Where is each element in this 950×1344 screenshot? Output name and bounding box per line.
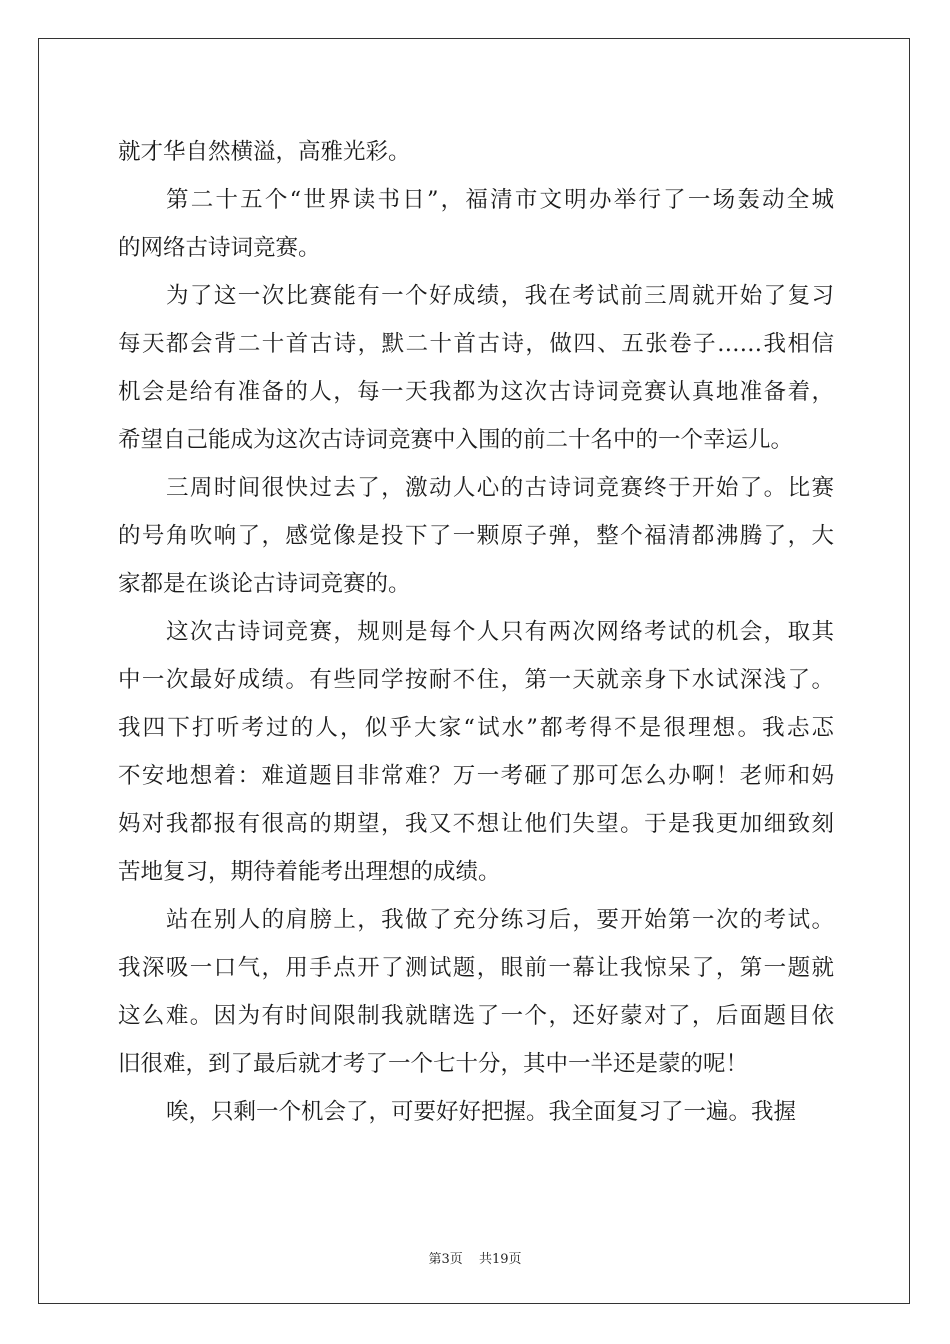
text-line: 的网络古诗词竞赛。 — [118, 235, 321, 261]
document-body — [118, 128, 834, 1136]
text-line: 这次古诗词竞赛，规则是每个人只有两次网络考试的机会，取其 — [166, 619, 834, 645]
text-line: 中一次最好成绩。有些同学按耐不住，第一天就亲身下水试深浅了。 — [118, 667, 834, 693]
text-line: 我四下打听考过的人，似乎大家“试水”都考得不是很理想。我忐忑 — [118, 715, 834, 741]
text-line: 妈对我都报有很高的期望，我又不想让他们失望。于是我更加细致刻 — [118, 811, 834, 837]
text-line: 站在别人的肩膀上，我做了充分练习后，要开始第一次的考试。 — [166, 907, 834, 933]
text-line: 我深吸一口气，用手点开了测试题，眼前一幕让我惊呆了，第一题就 — [118, 955, 834, 981]
text-line: 唉，只剩一个机会了，可要好好把握。我全面复习了一遍。我握 — [166, 1099, 797, 1125]
page-number: 第3页 — [428, 1252, 463, 1267]
text-line: 为了这一次比赛能有一个好成绩，我在考试前三周就开始了复习 — [166, 283, 834, 309]
text-line: 家都是在谈论古诗词竞赛的。 — [118, 571, 411, 597]
text-line: 不安地想着：难道题目非常难？万一考砸了那可怎么办啊！老师和妈 — [118, 763, 834, 789]
text-line: 这么难。因为有时间限制我就瞎选了一个，还好蒙对了，后面题目依 — [118, 1003, 834, 1029]
paragraph — [118, 464, 834, 608]
paragraph — [118, 176, 834, 272]
text-line: 就才华自然横溢，高雅光彩。 — [118, 139, 411, 165]
paragraph — [118, 896, 834, 1088]
text-line: 机会是给有准备的人，每一天我都为这次古诗词竞赛认真地准备着， — [118, 379, 834, 405]
text-line: 旧很难，到了最后就才考了一个七十分，其中一半还是蒙的呢！ — [118, 1051, 749, 1077]
text-line: 三周时间很快过去了，激动人心的古诗词竞赛终于开始了。比赛 — [166, 475, 834, 501]
paragraph — [118, 608, 834, 896]
text-line: 每天都会背二十首古诗，默二十首古诗，做四、五张卷子……我相信 — [118, 331, 834, 357]
paragraph — [118, 272, 834, 464]
page-total: 共19页 — [478, 1252, 522, 1267]
page-footer — [0, 1248, 950, 1267]
text-line: 苦地复习，期待着能考出理想的成绩。 — [118, 859, 501, 885]
paragraph — [118, 128, 834, 176]
text-line: 第二十五个“世界读书日”，福清市文明办举行了一场轰动全城 — [166, 187, 834, 213]
paragraph — [118, 1088, 834, 1136]
text-line: 的号角吹响了，感觉像是投下了一颗原子弹，整个福清都沸腾了，大 — [118, 523, 834, 549]
text-line: 希望自己能成为这次古诗词竞赛中入围的前二十名中的一个幸运儿。 — [118, 427, 794, 453]
